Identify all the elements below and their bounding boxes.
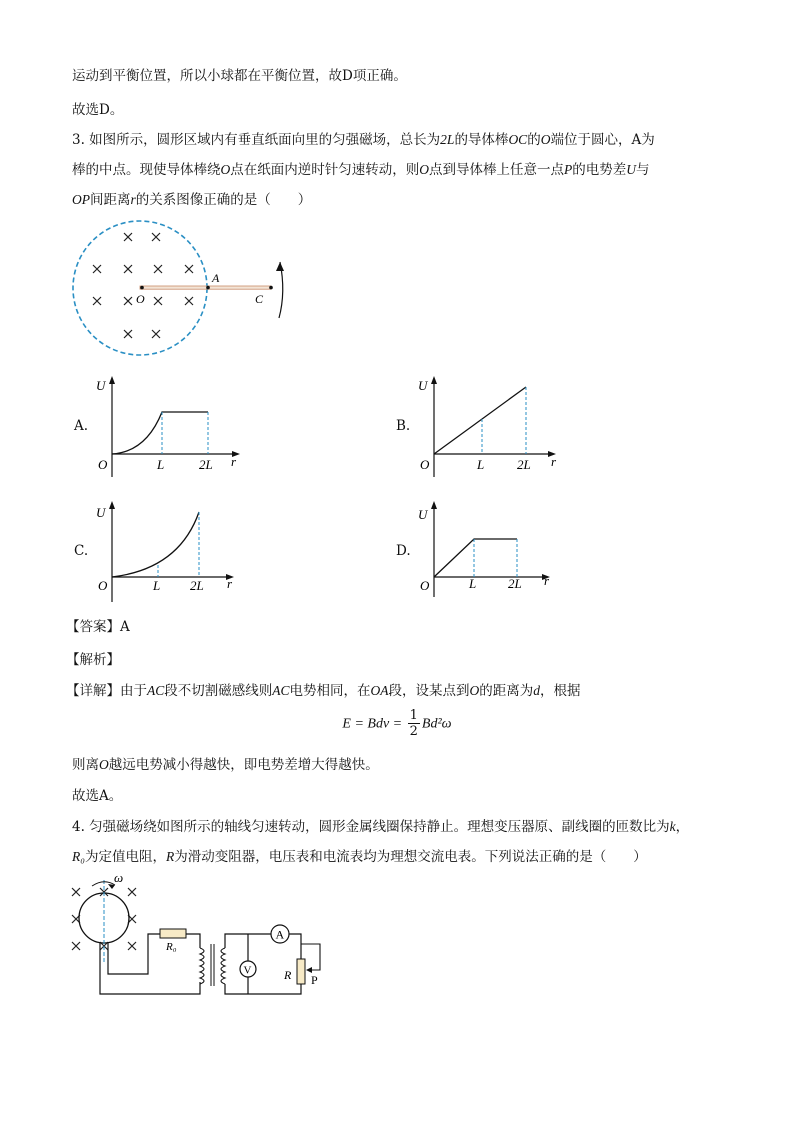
graph-a-curve xyxy=(112,412,208,454)
field-cross-marks xyxy=(93,233,193,338)
graph-b-r: r xyxy=(551,454,557,469)
conclusion-line: 则离O越远电势减小得越快，即电势差增大得越快。 xyxy=(72,757,379,773)
prev-line-1: 运动到平衡位置，所以小球都在平衡位置，故D项正确。 xyxy=(72,68,407,84)
graph-d-u: U xyxy=(418,507,428,522)
graph-b-2l: 2L xyxy=(517,457,531,472)
omega-label: ω xyxy=(114,870,124,885)
graph-d-line xyxy=(434,539,517,577)
graph-d xyxy=(416,497,566,602)
q3-stem-line-2: 棒的中点。现使导体棒绕O点在纸面内逆时针匀速转动，则O点到导体棒上任意一点P的电势差U与 xyxy=(72,162,650,178)
rheostat-r xyxy=(297,959,305,984)
graph-a-y-arrow xyxy=(109,376,115,384)
option-d-label: D. xyxy=(396,543,411,559)
graph-b xyxy=(416,372,566,477)
graph-b-o: O xyxy=(420,457,430,472)
graph-c-y-arrow xyxy=(109,501,115,509)
graph-d-r: r xyxy=(544,573,550,588)
label-o: O xyxy=(136,292,145,306)
choose-line: 故选A。 xyxy=(72,788,123,804)
q4-stem-line-2: R₀为定值电阻，R为滑动变阻器，电压表和电流表均为理想交流电表。下列说法正确的是（ ） xyxy=(72,849,647,865)
secondary-wires xyxy=(225,934,301,994)
q3-stem-line-3: OP间距离r的关系图像正确的是（ ） xyxy=(72,192,312,208)
graph-a-l: L xyxy=(157,457,165,472)
graph-d-o: O xyxy=(420,578,430,593)
point-c xyxy=(269,286,273,290)
conductor-rod xyxy=(140,286,271,289)
label-a: A xyxy=(212,271,220,285)
graph-d-y-arrow xyxy=(431,501,437,509)
rotation-arrowhead xyxy=(276,262,284,271)
graph-d-2l: 2L xyxy=(508,576,522,591)
option-a-label: A. xyxy=(74,418,89,434)
secondary-coil xyxy=(221,948,225,984)
analysis-heading: 【解析】 xyxy=(66,652,120,668)
p-label: P xyxy=(311,973,318,987)
q4-circuit-figure xyxy=(68,872,338,1002)
graph-c-2l: 2L xyxy=(190,578,204,593)
graph-c-u: U xyxy=(96,505,106,520)
graph-a-u: U xyxy=(96,378,106,393)
q3-stem-line-1: 3. 如图所示，圆形区域内有垂直纸面向里的匀强磁场，总长为2L的导体棒OC的O端位于圆心，A为 xyxy=(72,132,655,148)
primary-coil xyxy=(200,948,204,984)
ammeter-label: A xyxy=(275,927,285,942)
graph-c-l: L xyxy=(153,578,161,593)
graph-d-l: L xyxy=(469,576,477,591)
voltmeter-label: V xyxy=(243,964,252,977)
graph-b-u: U xyxy=(418,378,428,393)
formula: E = Bdv = $\frac{1}{2}$ Bd²ω xyxy=(342,708,452,739)
graph-a-2l: 2L xyxy=(199,457,213,472)
label-c: C xyxy=(255,292,264,306)
graph-a-r: r xyxy=(231,454,237,469)
answer-line: 【答案】A xyxy=(66,619,130,635)
r0-label: R₀ xyxy=(166,941,177,953)
graph-b-line xyxy=(434,387,526,454)
graph-c xyxy=(94,497,244,602)
graph-a xyxy=(94,372,244,477)
r-label: R xyxy=(284,968,292,982)
coil-lead-wires xyxy=(100,934,200,994)
graph-a-o: O xyxy=(98,457,108,472)
formula-fraction: $\frac{1}{2}$ xyxy=(409,708,418,739)
option-b-label: B. xyxy=(396,418,411,434)
detail-line: 【详解】由于AC段不切割磁感线则AC电势相同，在OA段，设某点到O的距离为d，根据 xyxy=(66,683,581,699)
graph-c-curve xyxy=(112,512,199,577)
graph-c-r: r xyxy=(227,576,233,591)
q4-stem-line-1: 4. 匀强磁场绕如图所示的轴线匀速转动，圆形金属线圈保持静止。理想变压器原、副线圈的匝数比为k， xyxy=(72,819,690,835)
q3-field-figure xyxy=(68,222,298,358)
point-o xyxy=(140,286,144,290)
prev-line-2: 故选D。 xyxy=(72,102,124,118)
graph-b-y-arrow xyxy=(431,376,437,384)
graph-b-l: L xyxy=(477,457,485,472)
point-a xyxy=(206,286,210,290)
resistor-r0 xyxy=(160,929,186,938)
option-c-label: C. xyxy=(74,543,89,559)
graph-c-o: O xyxy=(98,578,108,593)
